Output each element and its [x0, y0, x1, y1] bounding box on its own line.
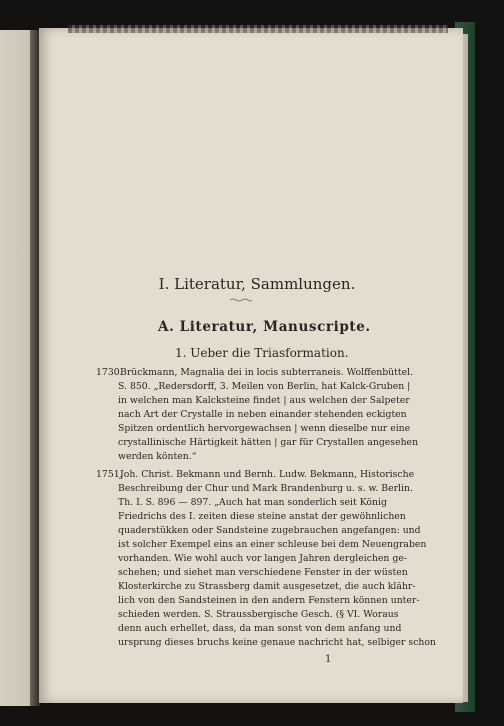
top-pattern — [68, 25, 448, 33]
entry-line: Brückmann, Magnalia dei in locis subterraneis. Wolffenbüttel. — [120, 367, 414, 378]
entry-line: ist solcher Exempel eins an einer schleuse bei dem Neuengraben — [118, 539, 427, 550]
entry-year: 1751. — [96, 469, 123, 480]
entry-line: quaderstükken oder Sandsteine zugebrauchen angefangen: und — [118, 525, 421, 536]
ornament-divider — [230, 298, 252, 302]
entry-line: lich von den Sandsteinen in den andern Fenstern können unter- — [118, 595, 420, 606]
entry-line: schehen; und siehet man verschiedene Fenster in der wüsten — [118, 567, 408, 578]
section-heading: A. Literatur, Manuscripte. — [158, 319, 371, 335]
entry-line: Friedrichs des I. zeiten diese steine anstat der gewöhnlichen — [118, 511, 406, 522]
entry-line: schieden werden. S. Straussbergische Gesch. (§ VI. Woraus — [118, 609, 399, 620]
entry-line: S. 850. „Redersdorff, 3. Meilen von Berlin, hat Kalck-Gruben | — [118, 381, 411, 392]
entry-line: nach Art der Crystalle in neben einander stehenden eckigten — [118, 409, 407, 420]
page-number: 1 — [325, 654, 332, 665]
entry-line: crystallinische Härtigkeit hätten | gar für Crystallen angesehen — [118, 437, 419, 448]
entry-line: Spitzen ordentlich hervorgewachsen | wenn dieselbe nur eine — [118, 423, 411, 434]
entry-line: Beschreibung der Chur und Mark Brandenburg u. s. w. Berlin. — [118, 483, 413, 494]
entry-line: werden könten.“ — [118, 451, 197, 462]
entry-year: 1730. — [96, 367, 123, 378]
entry-line: denn auch erhellet, dass, da man sonst von dem anfang und — [118, 623, 402, 634]
entry-line: ursprung dieses bruchs keine genaue nachricht hat, selbiger schon — [118, 637, 436, 648]
entry-line: vorhanden. Wie wohl auch vor langen Jahren dergleichen ge- — [118, 553, 407, 564]
entry-line: Joh. Christ. Bekmann und Bernh. Ludw. Bekmann, Historische — [120, 469, 415, 480]
sub-heading: 1. Ueber die Triasformation. — [175, 346, 349, 360]
main-heading: I. Literatur, Sammlungen. — [158, 275, 356, 293]
entry-line: Th. I. S. 896 — 897. „Auch hat man sonderlich seit König — [118, 497, 387, 508]
entry-line: in welchen man Kalcksteine findet | aus welchen der Salpeter — [118, 395, 410, 406]
entry-line: Klosterkirche zu Strassberg damit ausgesetzet, die auch klähr- — [118, 581, 416, 592]
